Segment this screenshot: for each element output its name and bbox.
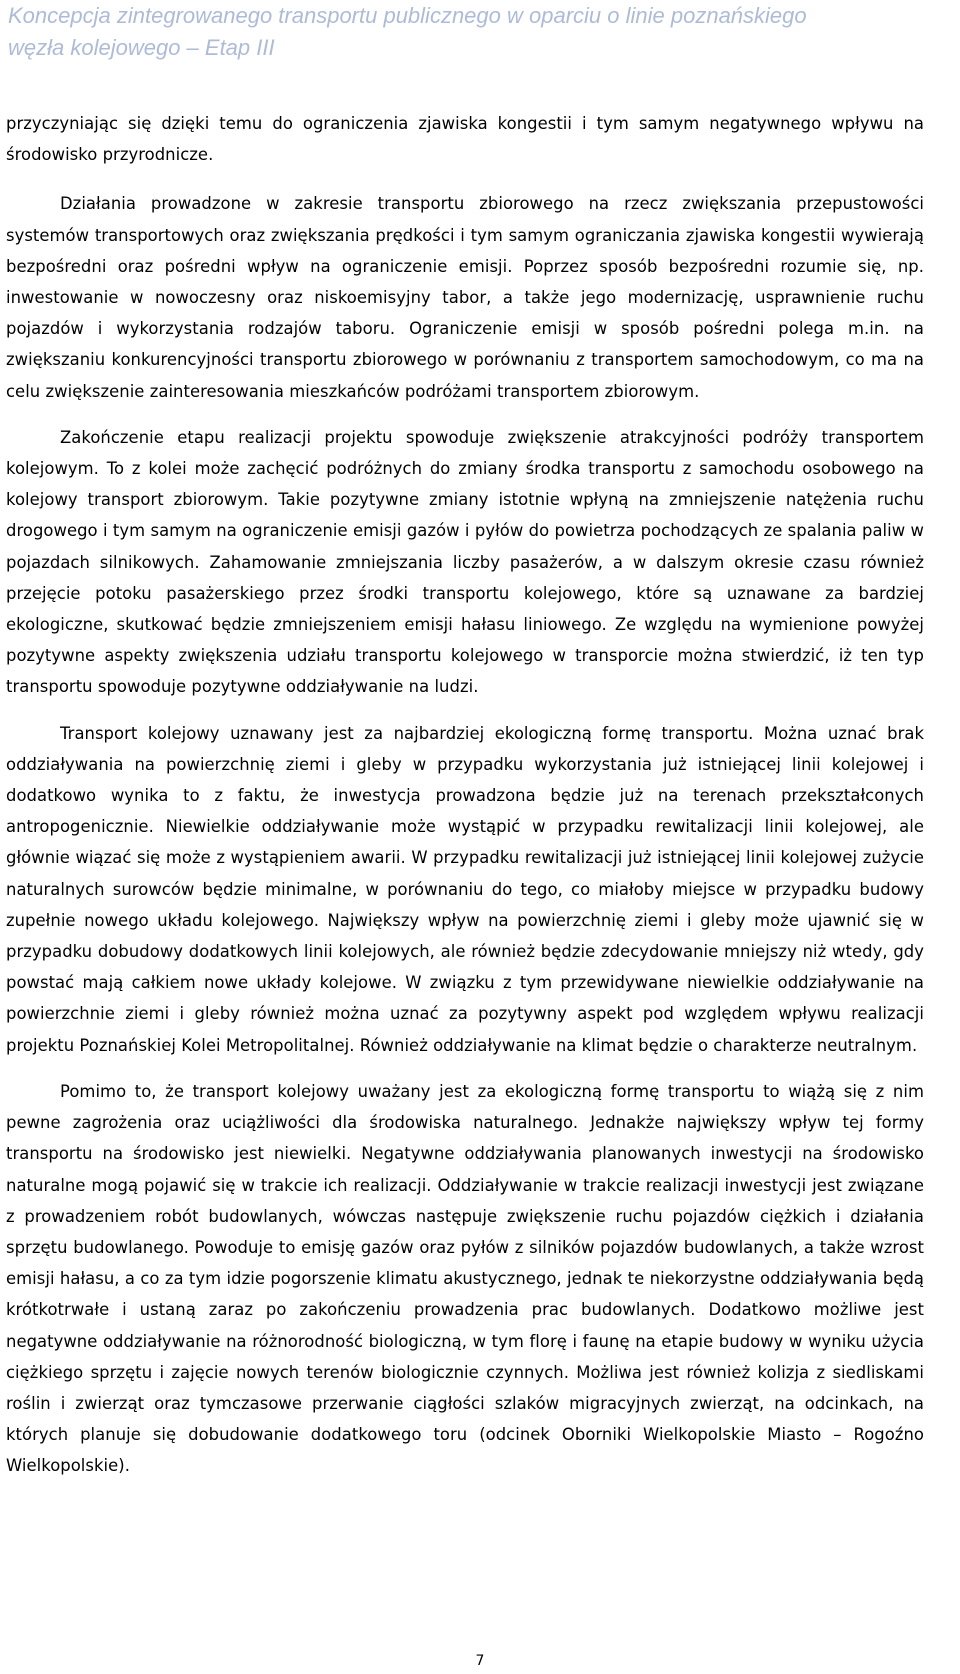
paragraph-continuation: przyczyniając się dzięki temu do ograniczenia zjawiska kongestii i tym samym negatywnego wpływu na środowisko przyrodnicze.	[6, 114, 924, 165]
page-number: 7	[475, 1653, 485, 1669]
paragraph-construction-impacts: Pomimo to, że transport kolejowy uważany jest za ekologiczną formę transportu to wiążą się z nim pewne zagrożenia oraz uciążliwości dla środowiska naturalnego. Jednakże największy wpływ tej formy transportu na środowisko jest niewielki. Negatywne oddziaływania planowanych inwestycji na środowisko naturalne mogą pojawić się w trakcie ich realizacji. Oddziaływanie w trakcie realizacji inwestycji jest związane z prowadzeniem robót budowlanych, wówczas następuje zwiększenie ruchu pojazdów ciężkich i działania sprzętu budowlanego. Powoduje to emisję gazów oraz pyłów z silników pojazdów budowlanych, a także wzrost emisji hałasu, a co za tym idzie pogorszenie klimatu akustycznego, jednak te niekorzystne oddziaływania będą krótkotrwałe i ustaną zaraz po zakończeniu prowadzenia prac budowlanych. Dodatkowo możliwe jest negatywne oddziaływanie na różnorodność biologiczną, w tym florę i faunę na etapie budowy w wyniku użycia ciężkiego sprzętu i zajęcie nowych terenów biologicznie czynnych. Możliwa jest również kolizja z siedliskami roślin i zwierząt oraz tymczasowe przerwanie ciągłości szlaków migracyjnych zwierząt, na odcinkach, na których planuje się dobudowanie dodatkowego toru (odcinek Oborniki Wielkopolskie Miasto – Rogoźno Wielkopolskie).	[6, 1081, 924, 1476]
header-title-line-1: Koncepcja zintegrowanego transportu publicznego w oparciu o linie poznańskiego	[8, 3, 807, 28]
paragraph-rail-attractiveness: Zakończenie etapu realizacji projektu spowoduje zwiększenie atrakcyjności podróży transportem kolejowym. To z kolei może zachęcić podróżnych do zmiany środka transportu z samochodu osobowego na kolejowy transport zbiorowym. Takie pozytywne zmiany istotnie wpłyną na zmniejszenie natężenia ruchu drogowego i tym samym na ograniczenie emisji gazów i pyłów do powietrza pochodzących ze spalania paliw w pojazdach silnikowych. Zahamowanie zmniejszania liczby pasażerów, a w dalszym okresie czasu również przejęcie potoku pasażerskiego przez środki transportu kolejowego, które są uznawane za bardziej ekologiczne, skutkować będzie zmniejszeniem emisji hałasu liniowego. Ze względu na wymienione powyżej pozytywne aspekty zwiększenia udziału transportu kolejowego w transporcie można stwierdzić, iż ten typ transportu spowoduje pozytywne oddziaływanie na ludzi.	[6, 427, 924, 697]
paragraph-rail-ecological: Transport kolejowy uznawany jest za najbardziej ekologiczną formę transportu. Można uznać brak oddziaływania na powierzchnię ziemi i gleby w przypadku wykorzystania już istniejącej linii kolejowej i dodatkowo wynika to z faktu, że inwestycja prowadzona będzie już na terenach przekształconych antropogenicznie. Niewielkie oddziaływanie może wystąpić w przypadku rewitalizacji linii kolejowej, ale głównie wiązać się może z wystąpieniem awarii. W przypadku rewitalizacji już istniejącej linii kolejowej zużycie naturalnych surowców będzie minimalne, w porównaniu do tego, co miałoby miejsce w przypadku budowy zupełnie nowego układu kolejowego. Największy wpływ na powierzchnię ziemi i gleby może ujawnić się w przypadku dobudowy dodatkowych linii kolejowych, ale również będzie zdecydowanie mniejszy niż wtedy, gdy powstać mają całkiem nowe układy kolejowe. W związku z tym przewidywane niewielkie oddziaływanie na powierzchnie ziemi i gleby również można uznać za pozytywny aspekt pod względem wpływu realizacji projektu Poznańskiej Kolei Metropolitalnej. Również oddziaływanie na klimat będzie o charakterze neutralnym.	[6, 723, 924, 1055]
document-body	[6, 108, 924, 1497]
header-title-line-2: węzła kolejowego – Etap III	[8, 35, 275, 60]
paragraph-public-transport-emissions: Działania prowadzone w zakresie transportu zbiorowego na rzecz zwiększania przepustowości systemów transportowych oraz zwiększania prędkości i tym samym ograniczania zjawiska kongestii wywierają bezpośredni oraz pośredni wpływ na ograniczenie emisji. Poprzez sposób bezpośredni rozumie się, np. inwestowanie w nowoczesny oraz niskoemisyjny tabor, a także jego modernizację, usprawnienie ruchu pojazdów i wykorzystania rodzajów taboru. Ograniczenie emisji w sposób pośredni polega m.in. na zwiększaniu konkurencyjności transportu zbiorowego w porównaniu z transportem samochodowym, co ma na celu zwiększenie zainteresowania mieszkańców podróżami transportem zbiorowym.	[6, 194, 924, 401]
running-header	[8, 0, 938, 64]
